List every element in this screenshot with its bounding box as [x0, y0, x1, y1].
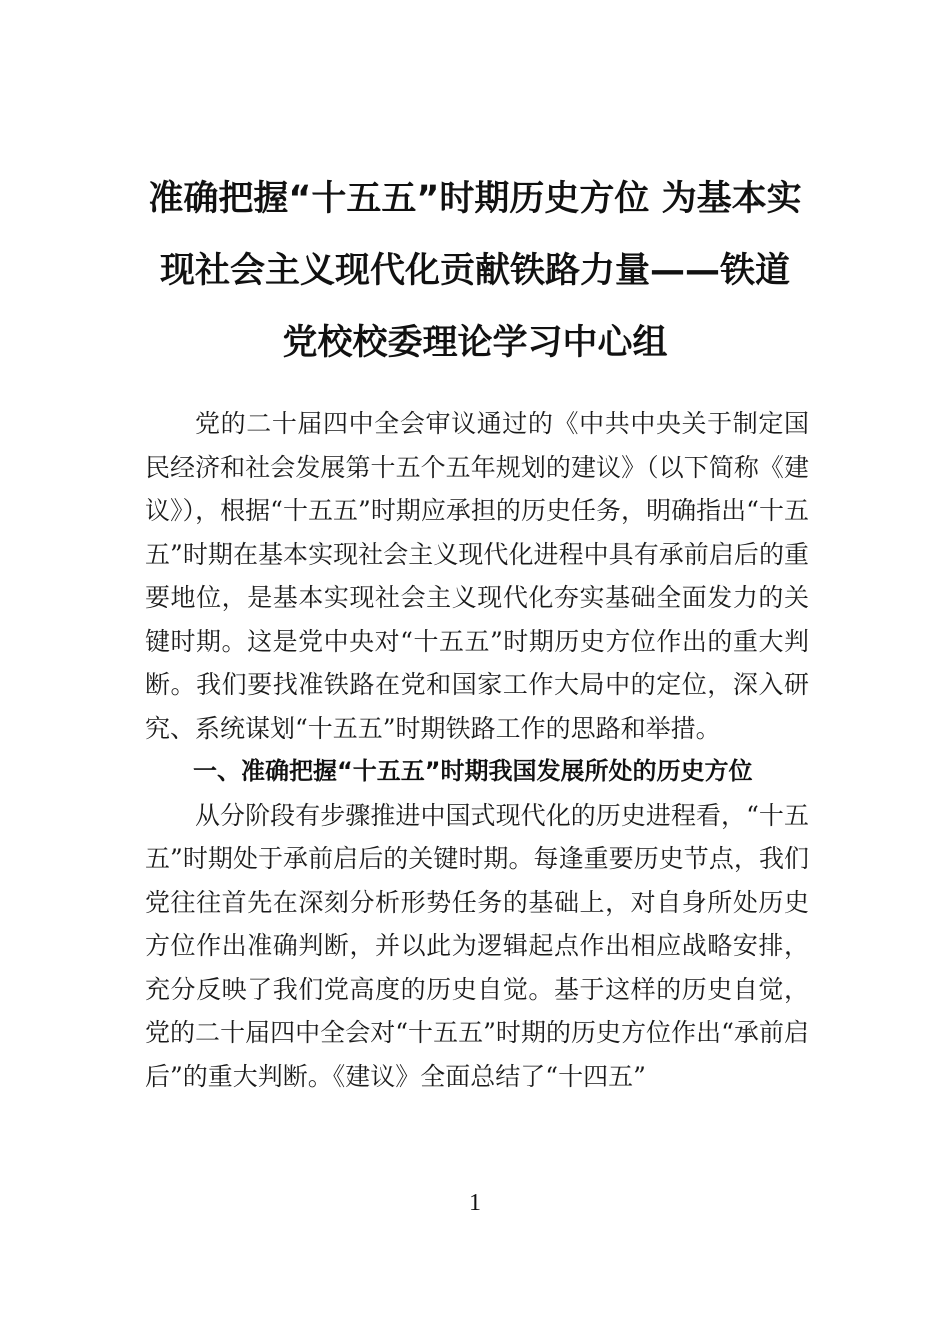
intro-paragraph: 党的二十届四中全会审议通过的《中共中央关于制定国民经济和社会发展第十五个五年规划的建议》（以下简称《建议》），根据“十五五”时期应承担的历史任务，明确指出“十五五”时期在基本实现社会主义现代化进程中具有承前启后的重要地位，是基本实现社会主义现代化夯实基础全面发力的关键时期。这是党中央对“十五五”时期历史方位作出的重大判断。我们要找准铁路在党和国家工作大局中的定位，深入研究、系统谋划“十五五”时期铁路工作的思路和举措。 — [145, 409, 809, 743]
document-title: 准确把握“十五五”时期历史方位 为基本实现社会主义现代化贡献铁路力量——铁道党校校委理论学习中心组 — [148, 179, 802, 363]
section-heading: 一、准确把握“十五五”时期我国发展所处的历史方位 — [193, 757, 753, 785]
section-paragraph: 从分阶段有步骤推进中国式现代化的历史进程看，“十五五”时期处于承前启后的关键时期。每逢重要历史节点，我们党往往首先在深刻分析形势任务的基础上，对自身所处历史方位作出准确判断，并以此为逻辑起点作出相应战略安排，充分反映了我们党高度的历史自觉。基于这样的历史自觉，党的二十届四中全会对“十五五”时期的历史方位作出“承前启后”的重大判断。《建议》全面总结了“十四五” — [145, 800, 809, 1091]
page-number: 1 — [469, 1190, 481, 1216]
document-body — [145, 402, 809, 1098]
